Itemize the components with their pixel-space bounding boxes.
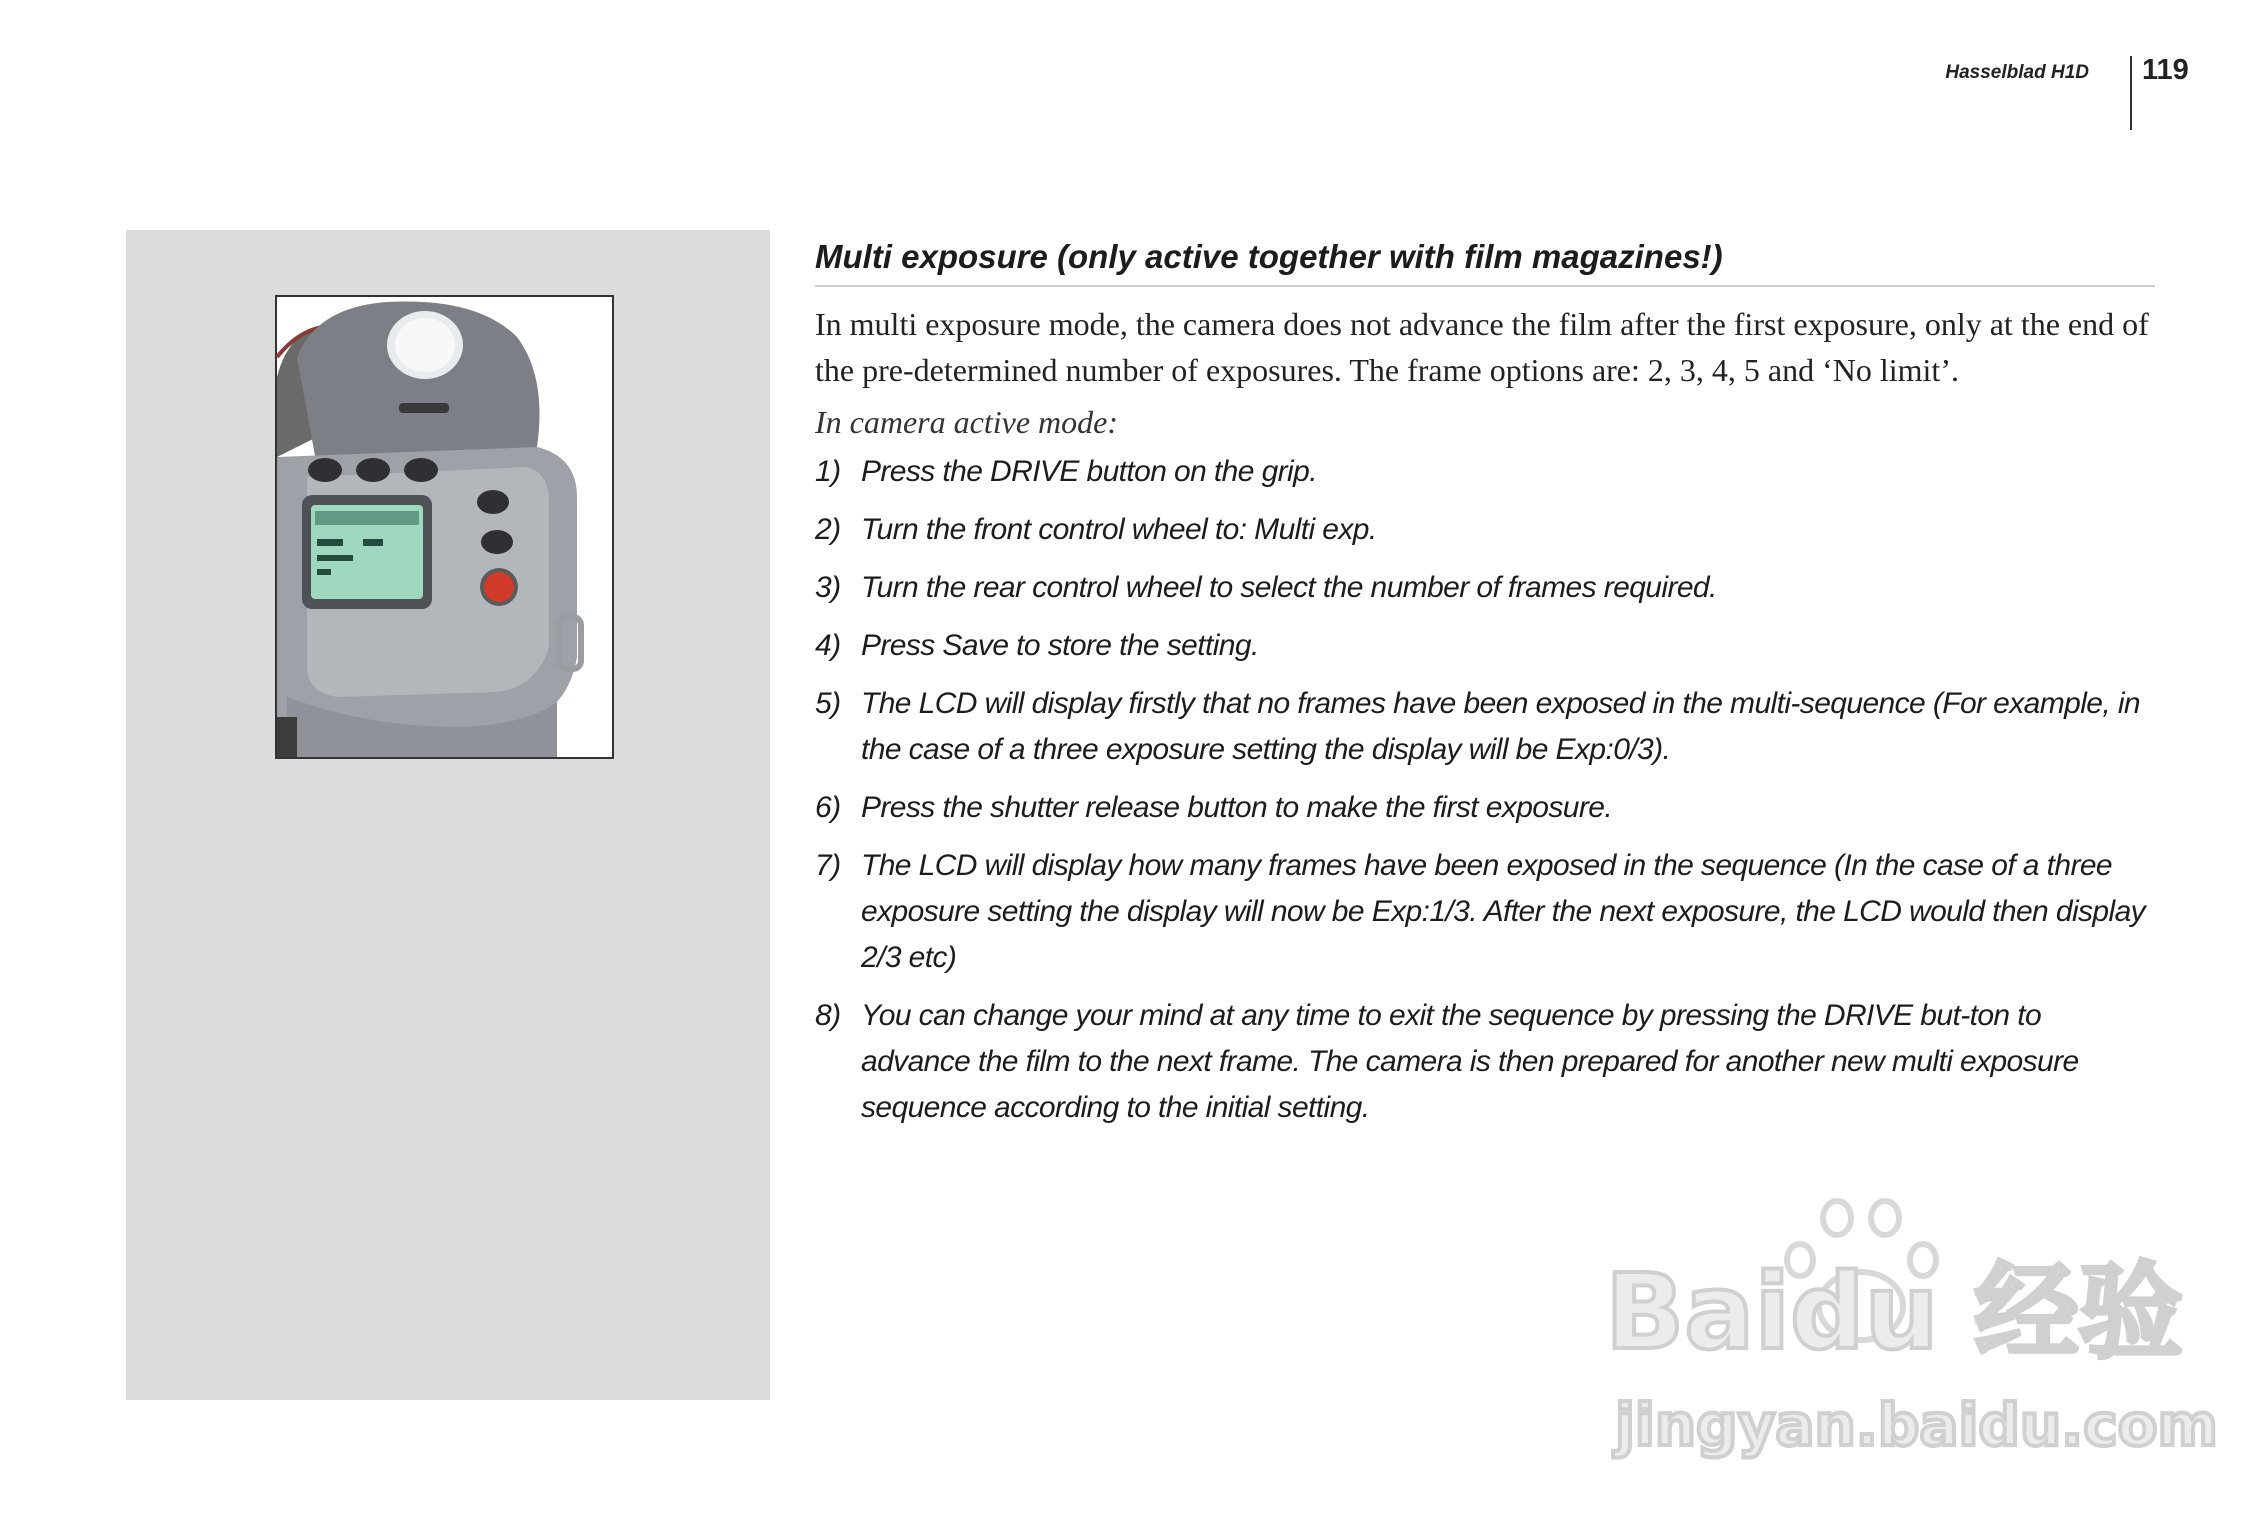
list-item [815, 681, 2155, 773]
list-item [815, 993, 2155, 1131]
steps-list [815, 449, 2155, 1131]
step-number: 1) [815, 455, 841, 488]
mode-label: In camera active mode: [815, 404, 1118, 440]
list-item [815, 565, 2155, 611]
watermark-url-text: jingyan.baidu.com [1615, 1391, 2218, 1459]
step-text: Press the shutter release button to make the first exposure. [861, 791, 1613, 824]
step-number: 8) [815, 999, 841, 1032]
step-number: 3) [815, 571, 841, 604]
list-item [815, 507, 2155, 553]
list-item [815, 843, 2155, 981]
step-text: Press Save to store the setting. [861, 629, 1259, 662]
camera-grip-illustration [277, 297, 612, 757]
baidu-watermark [1595, 1200, 2218, 1460]
step-number: 4) [815, 629, 841, 662]
step-text: Turn the rear control wheel to select the number of frames required. [861, 571, 1717, 604]
step-text: Press the DRIVE button on the grip. [861, 455, 1317, 488]
step-text: The LCD will display how many frames have been exposed in the sequence (In the case of a three exposure setting the display will now be Exp:1/3. After the next exposure, the LCD would then display 2/3 etc) [861, 849, 2146, 974]
list-item [815, 623, 2155, 669]
watermark-brand-text: Baidu 经验 [1605, 1251, 2183, 1373]
intro-paragraph: In multi exposure mode, the camera does not advance the film after the first exposure, only at the end of the pre-determined number of exposures. The frame options are: 2, 3, 4, 5 and ‘No limit’. [815, 306, 2149, 388]
step-number: 7) [815, 849, 841, 882]
step-number: 2) [815, 513, 841, 546]
baidu-paw-logo [1595, 1200, 2218, 1460]
list-item [815, 785, 2155, 831]
header-brand: Hasselblad H1D [1945, 62, 2089, 83]
list-item [815, 449, 2155, 495]
step-text: Turn the front control wheel to: Multi exp. [861, 513, 1377, 546]
section-heading: Multi exposure (only active together with film magazines!) [815, 238, 2155, 287]
step-number: 6) [815, 791, 841, 824]
camera-grip-photo [275, 295, 614, 759]
image-sidebar [126, 230, 770, 1400]
step-text: The LCD will display firstly that no frames have been exposed in the multi-sequence (For example, in the case of a three exposure setting the display will be Exp:0/3). [861, 687, 2140, 766]
step-text: You can change your mind at any time to exit the sequence by pressing the DRIVE but-ton to advance the film to the next frame. The camera is then prepared for another new multi exposure sequence according to the initial setting. [861, 999, 2079, 1124]
main-content [815, 230, 2155, 1143]
page-number: 119 [2142, 54, 2189, 86]
header-divider [2130, 56, 2132, 130]
page-header [1945, 52, 2200, 130]
step-number: 5) [815, 687, 841, 720]
